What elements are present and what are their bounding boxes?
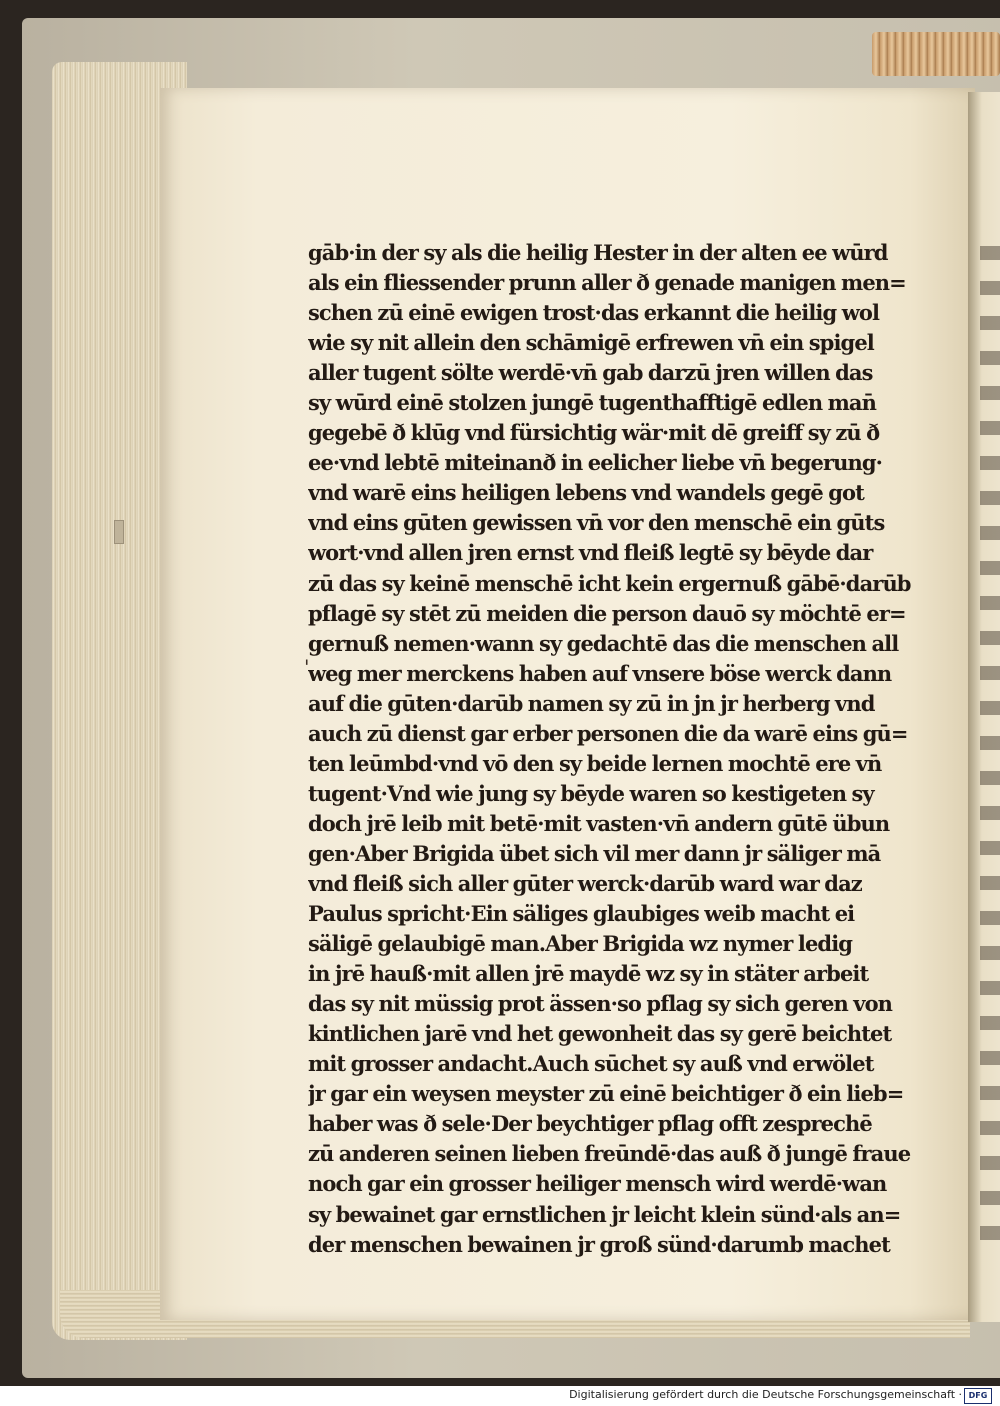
text-line: als ein fliessender prunn aller ð genade manigen men=: [308, 270, 906, 296]
text-line: schen zū einē ewigen trost·das erkannt die heilig wol: [308, 300, 880, 326]
text-line: ee·vnd lebtē miteinanð in eelicher liebe vn̄ begerung·: [308, 450, 883, 476]
text-line: haber was ð sele·Der beychtiger pflag offt zesprechē: [308, 1111, 872, 1137]
text-line: kintlichen jarē vnd het gewonheit das sy gerē beichtet: [308, 1021, 892, 1047]
text-line: säligē gelaubigē man.Aber Brigida wz nymer ledig: [308, 931, 853, 957]
text-line: gāb·in der sy als die heilig Hester in der alten ee wūrd: [308, 240, 888, 265]
text-line: gernuß nemen·wann sy gedachtē das die menschen all: [308, 630, 899, 656]
clasp-mark: [114, 520, 124, 544]
text-line: der menschen bewainen jr groß sünd·darumb machet: [308, 1231, 890, 1257]
text-line: vnd warē eins heiligen lebens vnd wandels gegē got: [308, 480, 864, 506]
text-line: weg mer merckens haben auf vnsere böse werck dann: [308, 660, 892, 686]
margin-mark: ': [304, 655, 310, 679]
text-line: sy wūrd einē stolzen jungē tugenthafftigē edlen man̄: [308, 390, 876, 416]
text-line: jr gar ein weysen meyster zū einē beichtiger ð ein lieb=: [308, 1081, 904, 1107]
text-line: vnd fleiß sich aller gūter werck·darūb ward war daz: [308, 870, 862, 896]
text-line: mit grosser andacht.Auch sūchet sy auß vnd erwölet: [308, 1051, 874, 1077]
text-line: aller tugent sölte werdē·vn̄ gab darzū jren willen das: [308, 360, 873, 386]
text-line: zū das sy keinē menschē icht kein ergernuß gābē·darūb: [308, 570, 911, 596]
text-line: auch zū dienst gar erber personen die da warē eins gū=: [308, 720, 908, 746]
text-line: sy bewainet gar ernstlichen jr leicht klein sünd·als an=: [308, 1201, 901, 1227]
text-line: wie sy nit allein den schāmigē erfrewen vn̄ ein spigel: [308, 330, 874, 356]
text-line: das sy nit müssig prot ässen·so pflag sy sich geren von: [308, 991, 893, 1017]
text-line: gegebē ð klūg vnd fürsichtig wär·mit dē greiff sy zū ð: [308, 420, 880, 446]
text-line: vnd eins gūten gewissen vn̄ vor den menschē ein gūts: [308, 510, 885, 536]
text-line: zū anderen seinen lieben freūndē·das auß ð jungē fraue: [308, 1141, 911, 1167]
text-line: ten leūmbd·vnd vō den sy beide lernen mochtē ere vn̄: [308, 750, 882, 776]
facing-page-text: [980, 230, 1000, 1240]
text-line: tugent·Vnd wie jung sy bēyde waren so kestigeten sy: [308, 780, 874, 806]
text-block: [308, 238, 923, 1260]
headband: [872, 32, 1000, 76]
text-line: in jrē hauß·mit allen jrē maydē wz sy in stäter arbeit: [308, 961, 869, 987]
text-line: wort·vnd allen jren ernst vnd fleiß legtē sy bēyde dar: [308, 540, 873, 566]
text-line: noch gar ein grosser heiliger mensch wird werdē·wan: [308, 1171, 887, 1197]
text-line: pflagē sy stēt zū meiden die person dauō sy möchtē er=: [308, 600, 906, 626]
dfg-logo: DFG: [964, 1388, 992, 1404]
text-line: doch jrē leib mit betē·mit vasten·vn̄ andern gūtē übun: [308, 810, 890, 836]
footer-credit: Digitalisierung gefördert durch die Deutsche Forschungsgemeinschaft ·: [569, 1388, 962, 1401]
text-line: Paulus spricht·Ein säliges glaubiges weib macht ei: [308, 901, 855, 927]
footer-bar: [0, 1386, 1000, 1406]
text-line: gen·Aber Brigida übet sich vil mer dann jr säliger mā: [308, 840, 881, 866]
text-line: auf die gūten·darūb namen sy zū in jn jr herberg vnd: [308, 690, 875, 716]
